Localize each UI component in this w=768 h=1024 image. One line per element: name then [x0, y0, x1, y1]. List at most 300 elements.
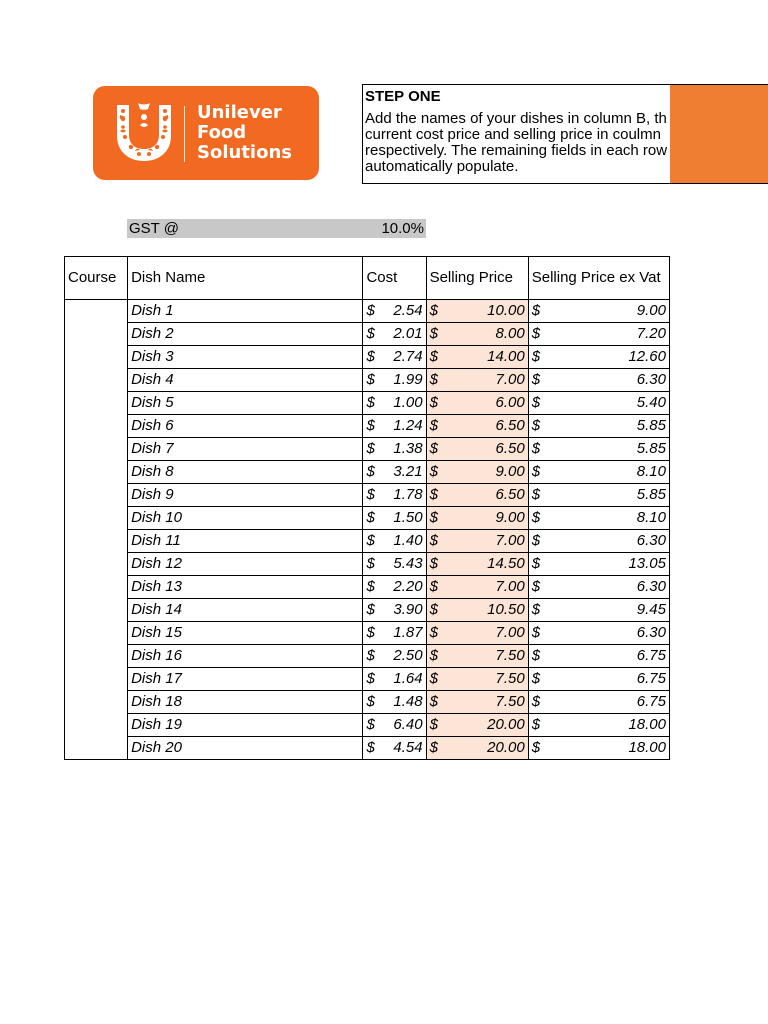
table-row — [65, 691, 670, 714]
header-course[interactable]: Course — [65, 257, 128, 300]
selling-price-ex-vat-cell[interactable] — [528, 323, 669, 346]
selling-price-ex-vat-cell[interactable] — [528, 622, 669, 645]
selling-price-cell[interactable] — [426, 323, 528, 346]
selling-price-ex-vat-cell[interactable] — [528, 737, 669, 760]
amount: 10.00 — [487, 302, 525, 319]
currency-symbol: $ — [429, 325, 438, 342]
table-row — [65, 323, 670, 346]
currency-value — [532, 714, 666, 736]
table-row — [65, 668, 670, 691]
amount: 7.50 — [495, 647, 525, 664]
currency-symbol: $ — [531, 440, 541, 457]
amount: 1.78 — [393, 486, 423, 503]
currency-symbol: $ — [429, 394, 438, 411]
amount: 6.30 — [636, 371, 666, 388]
dish-name-cell[interactable]: Dish 12 — [128, 553, 363, 576]
currency-symbol: $ — [531, 578, 541, 595]
currency-value — [366, 392, 422, 414]
amount: 14.50 — [487, 555, 525, 572]
currency-value — [366, 346, 422, 368]
currency-symbol: $ — [531, 417, 541, 434]
amount: 6.00 — [495, 394, 525, 411]
currency-value — [366, 599, 422, 621]
unilever-u-icon — [111, 101, 177, 163]
selling-price-cell[interactable] — [426, 461, 528, 484]
currency-value — [430, 714, 525, 736]
currency-value — [366, 484, 422, 506]
currency-value — [430, 530, 525, 552]
instructions-text-cell[interactable] — [363, 85, 670, 183]
amount: 9.00 — [495, 463, 525, 480]
currency-value — [366, 714, 422, 736]
amount: 9.00 — [636, 302, 666, 319]
currency-symbol: $ — [366, 394, 375, 411]
amount: 5.85 — [636, 417, 666, 434]
currency-value — [366, 438, 422, 460]
amount: 18.00 — [628, 739, 666, 756]
table-row — [65, 714, 670, 737]
currency-value — [430, 461, 525, 483]
table-row — [65, 507, 670, 530]
cost-cell[interactable] — [363, 461, 426, 484]
table-row — [65, 599, 670, 622]
table-row — [65, 576, 670, 599]
currency-symbol: $ — [531, 647, 541, 664]
selling-price-cell[interactable] — [426, 576, 528, 599]
amount: 20.00 — [487, 739, 525, 756]
currency-symbol: $ — [531, 693, 541, 710]
step-line: current cost price and selling price in coulmn — [365, 126, 661, 143]
step-line: respectively. The remaining fields in each row — [365, 142, 668, 159]
amount: 3.21 — [393, 463, 423, 480]
currency-symbol: $ — [366, 348, 375, 365]
amount: 5.40 — [636, 394, 666, 411]
amount: 6.40 — [393, 716, 423, 733]
currency-symbol: $ — [531, 739, 541, 756]
dish-name-cell[interactable]: Dish 6 — [128, 415, 363, 438]
amount: 6.50 — [495, 440, 525, 457]
currency-symbol: $ — [429, 716, 438, 733]
currency-value — [532, 346, 666, 368]
currency-symbol: $ — [366, 532, 375, 549]
selling-price-cell[interactable] — [426, 392, 528, 415]
gst-rate-cell[interactable]: 10.0% — [381, 220, 424, 237]
currency-symbol: $ — [366, 670, 375, 687]
selling-price-ex-vat-cell[interactable] — [528, 300, 669, 323]
cost-cell[interactable] — [363, 737, 426, 760]
dish-pricing-table — [64, 256, 670, 760]
dish-name-cell[interactable]: Dish 15 — [128, 622, 363, 645]
table-row — [65, 622, 670, 645]
currency-value — [430, 415, 525, 437]
selling-price-ex-vat-cell[interactable] — [528, 392, 669, 415]
selling-price-ex-vat-cell[interactable] — [528, 645, 669, 668]
header-row — [65, 257, 670, 300]
dish-name-cell[interactable]: Dish 10 — [128, 507, 363, 530]
currency-value — [532, 461, 666, 483]
amount: 18.00 — [628, 716, 666, 733]
currency-value — [532, 599, 666, 621]
amount: 7.00 — [495, 371, 525, 388]
currency-symbol: $ — [429, 302, 438, 319]
amount: 12.60 — [628, 348, 666, 365]
currency-value — [430, 553, 525, 575]
currency-symbol: $ — [429, 348, 438, 365]
currency-symbol: $ — [366, 624, 375, 641]
currency-value — [532, 645, 666, 667]
currency-value — [532, 392, 666, 414]
amount: 6.75 — [636, 693, 666, 710]
selling-price-ex-vat-cell[interactable] — [528, 714, 669, 737]
currency-symbol: $ — [366, 693, 375, 710]
cost-cell[interactable] — [363, 323, 426, 346]
amount: 7.00 — [495, 532, 525, 549]
selling-price-cell[interactable] — [426, 530, 528, 553]
table-row — [65, 484, 670, 507]
amount: 1.64 — [393, 670, 423, 687]
currency-symbol: $ — [366, 463, 375, 480]
header-selling-price-ex-vat[interactable]: Selling Price ex Vat — [528, 257, 669, 300]
currency-symbol: $ — [531, 302, 541, 319]
selling-price-cell[interactable] — [426, 484, 528, 507]
currency-value — [430, 622, 525, 644]
gst-label: GST @ — [129, 220, 179, 237]
currency-symbol: $ — [531, 371, 541, 388]
currency-symbol: $ — [531, 325, 541, 342]
cost-cell[interactable] — [363, 346, 426, 369]
selling-price-ex-vat-cell[interactable] — [528, 530, 669, 553]
currency-value — [532, 668, 666, 690]
dish-name-cell[interactable]: Dish 16 — [128, 645, 363, 668]
amount: 2.54 — [393, 302, 423, 319]
table-row — [65, 645, 670, 668]
amount: 9.00 — [495, 509, 525, 526]
selling-price-ex-vat-cell[interactable] — [528, 461, 669, 484]
currency-symbol: $ — [429, 601, 438, 618]
currency-symbol: $ — [531, 555, 541, 572]
selling-price-cell[interactable] — [426, 714, 528, 737]
amount: 7.50 — [495, 693, 525, 710]
cost-cell[interactable] — [363, 507, 426, 530]
currency-symbol: $ — [429, 693, 438, 710]
table-row — [65, 553, 670, 576]
cost-cell[interactable] — [363, 438, 426, 461]
dish-name-cell[interactable]: Dish 20 — [128, 737, 363, 760]
dish-name-cell[interactable]: Dish 5 — [128, 392, 363, 415]
logo-line-solutions: Solutions — [197, 142, 292, 163]
selling-price-ex-vat-cell[interactable] — [528, 484, 669, 507]
currency-symbol: $ — [366, 647, 375, 664]
currency-symbol: $ — [366, 440, 375, 457]
amount: 1.87 — [393, 624, 423, 641]
amount: 2.20 — [393, 578, 423, 595]
currency-value — [532, 369, 666, 391]
currency-value — [430, 645, 525, 667]
currency-value — [366, 691, 422, 713]
selling-price-cell[interactable] — [426, 346, 528, 369]
amount: 1.50 — [393, 509, 423, 526]
currency-value — [366, 415, 422, 437]
currency-symbol: $ — [531, 670, 541, 687]
currency-value — [532, 300, 666, 322]
currency-value — [532, 622, 666, 644]
currency-value — [366, 576, 422, 598]
dish-name-cell[interactable]: Dish 3 — [128, 346, 363, 369]
table-row — [65, 392, 670, 415]
currency-symbol: $ — [429, 624, 438, 641]
dish-name-cell[interactable]: Dish 14 — [128, 599, 363, 622]
amount: 5.43 — [393, 555, 423, 572]
currency-value — [366, 323, 422, 345]
gst-row[interactable] — [127, 219, 426, 238]
selling-price-ex-vat-cell[interactable] — [528, 415, 669, 438]
currency-symbol: $ — [429, 417, 438, 434]
currency-symbol: $ — [366, 486, 375, 503]
table-row — [65, 415, 670, 438]
currency-value — [532, 576, 666, 598]
currency-value — [430, 668, 525, 690]
logo-divider — [184, 106, 185, 162]
amount: 14.00 — [487, 348, 525, 365]
currency-symbol: $ — [429, 463, 438, 480]
currency-value — [430, 691, 525, 713]
cost-cell[interactable] — [363, 714, 426, 737]
currency-symbol: $ — [531, 601, 541, 618]
currency-symbol: $ — [366, 716, 375, 733]
dish-name-cell[interactable]: Dish 1 — [128, 300, 363, 323]
currency-value — [366, 645, 422, 667]
dish-name-cell[interactable]: Dish 18 — [128, 691, 363, 714]
dish-name-cell[interactable]: Dish 9 — [128, 484, 363, 507]
selling-price-cell[interactable] — [426, 369, 528, 392]
currency-value — [366, 553, 422, 575]
currency-value — [430, 346, 525, 368]
dish-name-cell[interactable]: Dish 19 — [128, 714, 363, 737]
selling-price-cell[interactable] — [426, 668, 528, 691]
cost-cell[interactable] — [363, 392, 426, 415]
currency-symbol: $ — [366, 578, 375, 595]
selling-price-cell[interactable] — [426, 691, 528, 714]
amount: 7.50 — [495, 670, 525, 687]
logo-wordmark — [197, 103, 292, 163]
cost-cell[interactable] — [363, 599, 426, 622]
selling-price-cell[interactable] — [426, 507, 528, 530]
currency-symbol: $ — [531, 486, 541, 503]
currency-value — [430, 392, 525, 414]
currency-value — [366, 530, 422, 552]
course-cell[interactable] — [65, 300, 128, 760]
amount: 7.00 — [495, 624, 525, 641]
amount: 6.30 — [636, 578, 666, 595]
cost-cell[interactable] — [363, 369, 426, 392]
currency-symbol: $ — [366, 325, 375, 342]
currency-symbol: $ — [366, 371, 375, 388]
table-row — [65, 461, 670, 484]
step-body — [365, 111, 668, 175]
unilever-food-solutions-logo — [93, 86, 319, 180]
selling-price-ex-vat-cell[interactable] — [528, 438, 669, 461]
amount: 8.10 — [636, 463, 666, 480]
currency-symbol: $ — [366, 555, 375, 572]
currency-value — [430, 300, 525, 322]
selling-price-ex-vat-cell[interactable] — [528, 668, 669, 691]
step-line: Add the names of your dishes in column B, th — [365, 110, 667, 127]
selling-price-ex-vat-cell[interactable] — [528, 576, 669, 599]
currency-value — [532, 507, 666, 529]
currency-symbol: $ — [366, 509, 375, 526]
cost-cell[interactable] — [363, 530, 426, 553]
currency-symbol: $ — [429, 578, 438, 595]
currency-symbol: $ — [366, 739, 375, 756]
currency-value — [366, 369, 422, 391]
amount: 3.90 — [393, 601, 423, 618]
amount: 1.48 — [393, 693, 423, 710]
orange-banner-fill — [670, 85, 768, 183]
cost-cell[interactable] — [363, 553, 426, 576]
header-cost[interactable]: Cost — [363, 257, 426, 300]
currency-symbol: $ — [366, 601, 375, 618]
selling-price-cell[interactable] — [426, 645, 528, 668]
dish-name-cell[interactable]: Dish 8 — [128, 461, 363, 484]
dish-name-cell[interactable]: Dish 13 — [128, 576, 363, 599]
currency-value — [366, 300, 422, 322]
currency-value — [430, 323, 525, 345]
amount: 6.50 — [495, 417, 525, 434]
currency-value — [532, 737, 666, 759]
currency-value — [366, 622, 422, 644]
currency-value — [366, 737, 422, 759]
selling-price-cell[interactable] — [426, 737, 528, 760]
dish-name-cell[interactable]: Dish 17 — [128, 668, 363, 691]
amount: 2.01 — [393, 325, 423, 342]
currency-symbol: $ — [531, 716, 541, 733]
header-dish-name[interactable]: Dish Name — [128, 257, 363, 300]
currency-symbol: $ — [366, 417, 375, 434]
selling-price-cell[interactable] — [426, 622, 528, 645]
cost-cell[interactable] — [363, 300, 426, 323]
currency-symbol: $ — [531, 348, 541, 365]
currency-symbol: $ — [429, 532, 438, 549]
currency-symbol: $ — [366, 302, 375, 319]
selling-price-ex-vat-cell[interactable] — [528, 691, 669, 714]
cost-cell[interactable] — [363, 691, 426, 714]
logo-line-unilever: Unilever — [197, 102, 282, 123]
cost-cell[interactable] — [363, 645, 426, 668]
dish-name-cell[interactable]: Dish 4 — [128, 369, 363, 392]
table-row — [65, 369, 670, 392]
currency-symbol: $ — [531, 532, 541, 549]
dish-name-cell[interactable]: Dish 2 — [128, 323, 363, 346]
currency-symbol: $ — [429, 509, 438, 526]
amount: 1.40 — [393, 532, 423, 549]
amount: 2.50 — [393, 647, 423, 664]
currency-value — [532, 415, 666, 437]
currency-value — [430, 369, 525, 391]
currency-value — [532, 530, 666, 552]
currency-value — [532, 438, 666, 460]
currency-value — [532, 323, 666, 345]
currency-symbol: $ — [429, 440, 438, 457]
currency-value — [366, 461, 422, 483]
selling-price-ex-vat-cell[interactable] — [528, 599, 669, 622]
amount: 5.85 — [636, 486, 666, 503]
cost-cell[interactable] — [363, 576, 426, 599]
logo-line-food: Food — [197, 122, 247, 143]
amount: 10.50 — [487, 601, 525, 618]
selling-price-ex-vat-cell[interactable] — [528, 346, 669, 369]
amount: 1.24 — [393, 417, 423, 434]
amount: 6.30 — [636, 532, 666, 549]
header-selling-price[interactable]: Selling Price — [426, 257, 528, 300]
currency-symbol: $ — [429, 555, 438, 572]
currency-value — [532, 553, 666, 575]
currency-symbol: $ — [531, 624, 541, 641]
table-row — [65, 530, 670, 553]
selling-price-ex-vat-cell[interactable] — [528, 553, 669, 576]
currency-symbol: $ — [429, 486, 438, 503]
cost-cell[interactable] — [363, 484, 426, 507]
currency-value — [430, 737, 525, 759]
amount: 5.85 — [636, 440, 666, 457]
currency-symbol: $ — [429, 371, 438, 388]
selling-price-cell[interactable] — [426, 415, 528, 438]
amount: 6.50 — [495, 486, 525, 503]
amount: 9.45 — [636, 601, 666, 618]
amount: 2.74 — [393, 348, 423, 365]
selling-price-cell[interactable] — [426, 300, 528, 323]
currency-value — [366, 507, 422, 529]
amount: 6.75 — [636, 670, 666, 687]
cost-cell[interactable] — [363, 622, 426, 645]
selling-price-cell[interactable] — [426, 599, 528, 622]
step-line: automatically populate. — [365, 158, 519, 175]
currency-symbol: $ — [429, 647, 438, 664]
amount: 1.38 — [393, 440, 423, 457]
step-title: STEP ONE — [365, 88, 441, 105]
amount: 8.00 — [495, 325, 525, 342]
cost-cell[interactable] — [363, 668, 426, 691]
table-row — [65, 346, 670, 369]
amount: 6.30 — [636, 624, 666, 641]
amount: 7.20 — [636, 325, 666, 342]
dish-name-cell[interactable]: Dish 11 — [128, 530, 363, 553]
table-row — [65, 300, 670, 323]
currency-value — [532, 484, 666, 506]
selling-price-cell[interactable] — [426, 553, 528, 576]
step-one-instructions — [362, 84, 768, 184]
dish-name-cell[interactable]: Dish 7 — [128, 438, 363, 461]
currency-symbol: $ — [429, 739, 438, 756]
selling-price-ex-vat-cell[interactable] — [528, 507, 669, 530]
table-row — [65, 438, 670, 461]
amount: 8.10 — [636, 509, 666, 526]
amount: 13.05 — [628, 555, 666, 572]
amount: 1.00 — [393, 394, 423, 411]
currency-value — [430, 599, 525, 621]
amount: 4.54 — [393, 739, 423, 756]
cost-cell[interactable] — [363, 415, 426, 438]
selling-price-ex-vat-cell[interactable] — [528, 369, 669, 392]
amount: 6.75 — [636, 647, 666, 664]
currency-value — [430, 484, 525, 506]
currency-symbol: $ — [531, 463, 541, 480]
selling-price-cell[interactable] — [426, 438, 528, 461]
amount: 20.00 — [487, 716, 525, 733]
currency-value — [366, 668, 422, 690]
currency-symbol: $ — [531, 509, 541, 526]
currency-value — [532, 691, 666, 713]
amount: 1.99 — [393, 371, 423, 388]
